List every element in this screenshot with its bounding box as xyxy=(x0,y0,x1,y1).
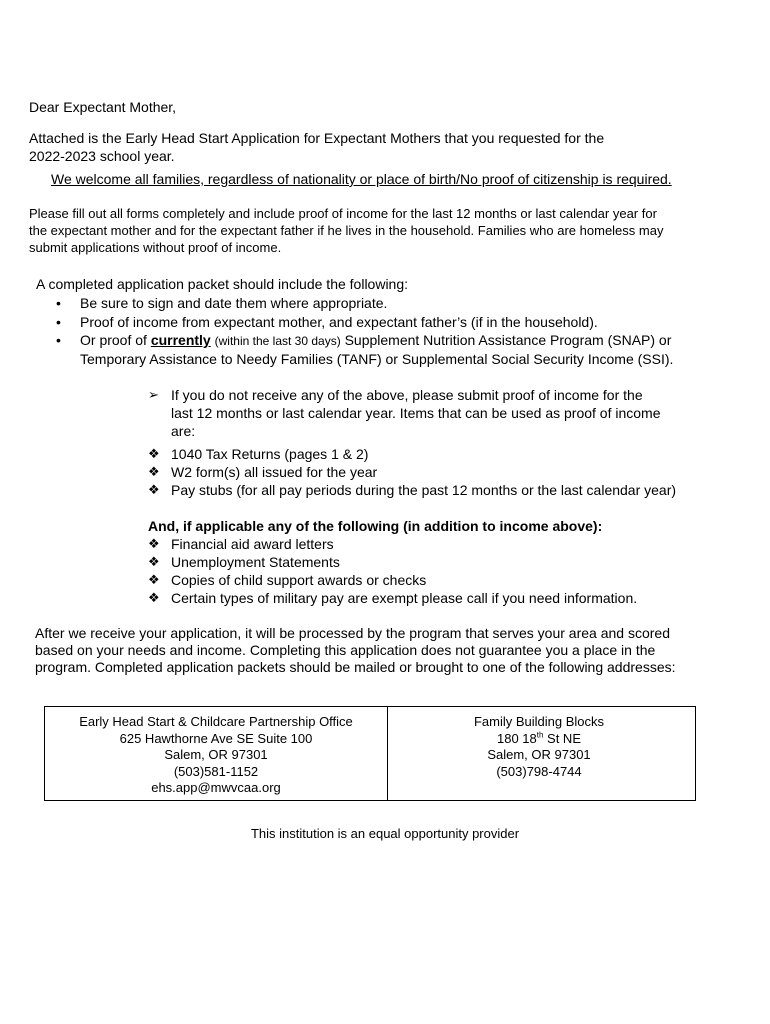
additional-item: Financial aid award letters xyxy=(171,536,334,552)
processing-line-2: based on your needs and income. Completing this application does not guarantee you a place in the xyxy=(35,642,656,658)
welcome-statement: We welcome all families, regardless of nationality or place of birth/No proof of citizenship is required. xyxy=(51,171,672,187)
proof-item: 1040 Tax Returns (pages 1 & 2) xyxy=(171,446,369,462)
additional-heading: And, if applicable any of the following (in addition to income above): xyxy=(148,518,603,534)
equal-opportunity-statement: This institution is an equal opportunity provider xyxy=(250,826,520,841)
alternate-line-1: If you do not receive any of the above, please submit proof of income for the xyxy=(171,387,643,403)
office-street: 625 Hawthorne Ave SE Suite 100 xyxy=(119,730,313,746)
street-name: St NE xyxy=(543,730,581,746)
bullet-icon: • xyxy=(56,295,61,311)
office-name: Early Head Start & Childcare Partnership Office xyxy=(79,714,353,729)
diamond-icon: ❖ xyxy=(148,536,160,551)
proof-item: Pay stubs (for all pay periods during the past 12 months or the last calendar year) xyxy=(171,482,677,498)
diamond-icon: ❖ xyxy=(148,590,160,605)
bullet-icon: • xyxy=(56,332,61,348)
diamond-icon: ❖ xyxy=(148,482,160,497)
additional-item: Certain types of military pay are exempt please call if you need information. xyxy=(171,590,638,606)
office-phone: (503)581-1152 xyxy=(173,763,259,779)
ordinal-suffix: th xyxy=(536,730,544,740)
office-name: Family Building Blocks xyxy=(473,714,605,729)
bullet-text: Be sure to sign and date them where appropriate. xyxy=(80,295,388,311)
packet-heading: A completed application packet should include the following: xyxy=(36,276,409,292)
diamond-icon: ❖ xyxy=(148,554,160,569)
intro-line-2: 2022-2023 school year. xyxy=(29,148,175,164)
office-city: Salem, OR 97301 xyxy=(487,747,591,762)
instructions-line-3: submit applications without proof of income. xyxy=(29,240,282,255)
processing-line-3: program. Completed application packets should be mailed or brought to one of the following addresses: xyxy=(35,659,676,675)
diamond-icon: ❖ xyxy=(148,446,160,461)
bullet-note: (within the last 30 days) xyxy=(214,334,341,348)
proof-item: W2 form(s) all issued for the year xyxy=(171,464,378,480)
instructions-line-1: Please fill out all forms completely and include proof of income for the last 12 months or last calendar year for xyxy=(29,206,657,221)
office-street xyxy=(388,731,690,748)
emphasis-currently: currently xyxy=(150,332,211,348)
bullet-text: Proof of income from expectant mother, and expectant father’s (if in the household). xyxy=(80,314,598,330)
additional-item: Unemployment Statements xyxy=(171,554,340,570)
street-number: 180 18 xyxy=(496,730,537,746)
bullet-icon: • xyxy=(56,314,61,330)
alternate-line-3: are: xyxy=(171,423,196,439)
intro-line-1: Attached is the Early Head Start Application for Expectant Mothers that you requested for the xyxy=(29,130,605,146)
address-right xyxy=(388,714,690,780)
bullet-rest: Supplement Nutrition Assistance Program (SNAP) or xyxy=(344,332,672,348)
bullet-continuation: Temporary Assistance to Needy Families (TANF) or Supplemental Social Security Income (SSI). xyxy=(80,351,674,367)
instructions-line-2: the expectant mother and for the expectant father if he lives in the household. Families who are homeless may xyxy=(29,223,664,238)
salutation: Dear Expectant Mother, xyxy=(29,99,177,115)
office-city: Salem, OR 97301 xyxy=(164,747,268,762)
office-email: ehs.app@mwvcaa.org xyxy=(151,780,281,795)
address-table xyxy=(44,706,696,801)
additional-item: Copies of child support awards or checks xyxy=(171,572,427,588)
address-left xyxy=(45,714,387,797)
office-phone: (503)798-4744 xyxy=(496,763,582,779)
diamond-icon: ❖ xyxy=(148,464,160,479)
alternate-line-2: last 12 months or last calendar year. Items that can be used as proof of income xyxy=(171,405,661,421)
diamond-icon: ❖ xyxy=(148,572,160,587)
bullet-text xyxy=(80,331,671,350)
processing-line-1: After we receive your application, it will be processed by the program that serves your area and scored xyxy=(35,625,670,641)
arrow-icon: ➢ xyxy=(148,387,159,402)
bullet-prefix: Or proof of xyxy=(80,332,151,348)
